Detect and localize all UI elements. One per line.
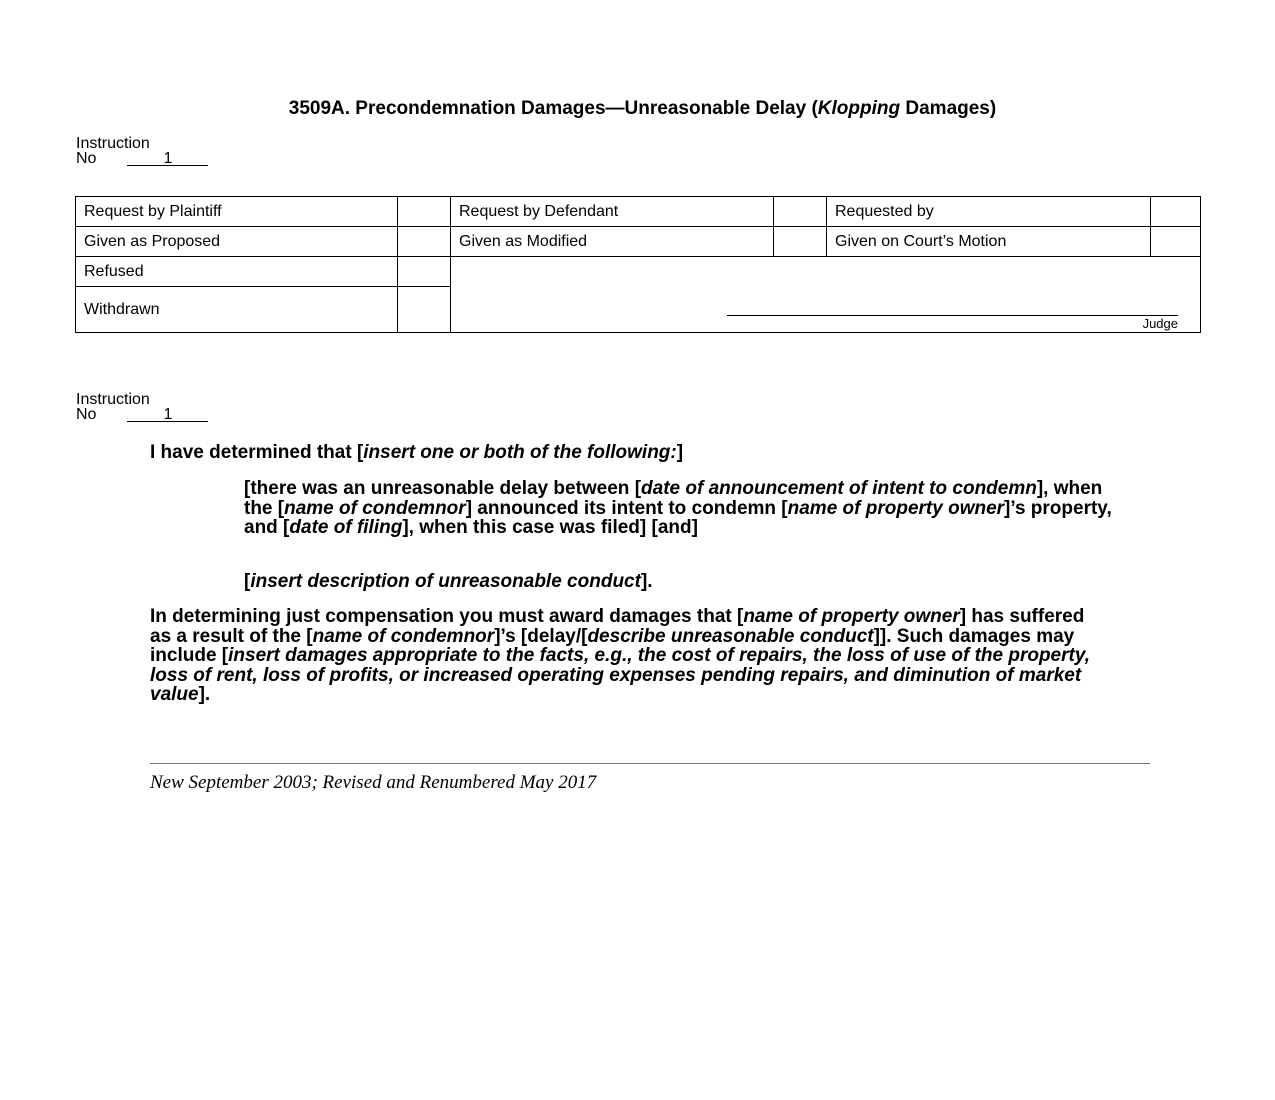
instruction-number-field: 1: [127, 408, 208, 422]
revision-history: New September 2003; Revised and Renumbered May 2017: [150, 772, 597, 793]
instruction-number-bottom: Instruction No 1: [76, 392, 208, 422]
given-on-courts-motion-label: Given on Court’s Motion: [827, 227, 1151, 257]
refused-checkbox[interactable]: [398, 257, 451, 287]
footer-divider: [150, 763, 1150, 764]
refused-label: Refused: [76, 257, 398, 287]
given-as-modified-label: Given as Modified: [451, 227, 774, 257]
judge-signature-line[interactable]: [727, 315, 1178, 316]
withdrawn-label: Withdrawn: [76, 287, 398, 333]
paragraph-conduct-option: [insert description of unreasonable conduct].: [244, 571, 653, 592]
given-as-proposed-checkbox[interactable]: [398, 227, 451, 257]
paragraph-compensation: In determining just compensation you must award damages that [name of property owner] has suffered as a result of the [name of condemnor]’s [delay/[describe unreasonable conduct]]. Such damages may include [insert damages appropriate to the facts, e.g., the cost of repairs, the loss of use of the property, loss of rent, loss of profits, or increased operating expenses pending repairs, and diminution of market value].: [150, 606, 1090, 705]
requested-by-checkbox[interactable]: [1151, 197, 1201, 227]
judge-signature-area: [451, 257, 1201, 333]
given-as-modified-checkbox[interactable]: [774, 227, 827, 257]
judge-label: Judge: [1142, 316, 1178, 331]
paragraph-delay-option: [there was an unreasonable delay between [date of announcement of intent to condemn], when the [name of condemnor] announced its intent to condemn [name of property owner]’s property, and [date of filing], when this case was filed] [and]: [244, 478, 1112, 538]
request-by-defendant-label: Request by Defendant: [451, 197, 774, 227]
requested-by-label: Requested by: [827, 197, 1151, 227]
request-status-table: [75, 196, 1201, 333]
instruction-number-field: 1: [127, 152, 208, 166]
instruction-number-top: Instruction No 1: [76, 136, 208, 166]
request-by-plaintiff-label: Request by Plaintiff: [76, 197, 398, 227]
request-by-defendant-checkbox[interactable]: [774, 197, 827, 227]
request-by-plaintiff-checkbox[interactable]: [398, 197, 451, 227]
given-on-courts-motion-checkbox[interactable]: [1151, 227, 1201, 257]
page-title: 3509A. Precondemnation Damages—Unreasonable Delay (Klopping Damages): [288, 98, 997, 119]
given-as-proposed-label: Given as Proposed: [76, 227, 398, 257]
paragraph-determination: I have determined that [insert one or both of the following:]: [150, 442, 684, 463]
withdrawn-checkbox[interactable]: [398, 287, 451, 333]
